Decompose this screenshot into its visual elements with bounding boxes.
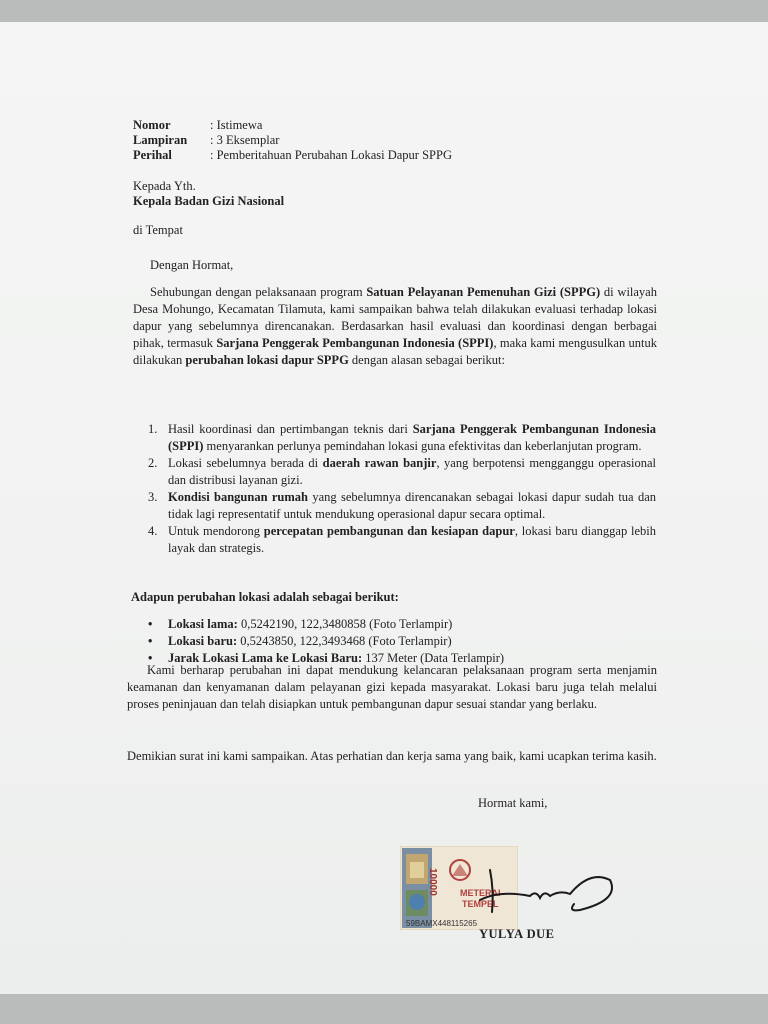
bullet: • <box>148 634 153 648</box>
bold-run: Lokasi lama: <box>168 617 238 631</box>
text-run: 137 Meter (Data Terlampir) <box>362 651 505 665</box>
recipient-place: di Tempat <box>133 223 183 237</box>
recipient-line1: Kepada Yth. <box>133 179 196 193</box>
signatory-name: YULYA DUE <box>479 927 555 941</box>
bold-run: daerah rawan banjir <box>322 456 437 470</box>
text-run: menyarankan perlunya pemindahan lokasi guna efektivitas dan keberlanjutan program. <box>203 438 642 453</box>
item-number: 4. <box>148 524 158 538</box>
text-run: di wilayah Desa Mohungo, Kecamatan Tilamuta, kami sampaikan bahwa telah dilakukan evaluasi terhadap lokasi dapur yang sebelumnya direncanakan. Berdasarkan hasil evaluasi dan koordinasi dengan berbagai pihak, termasuk <box>133 285 657 350</box>
item-number: 3. <box>148 490 158 504</box>
text-run: Hasil koordinasi dan pertimbangan teknis dari <box>168 422 413 436</box>
meta-value: : Istimewa <box>210 118 263 132</box>
location-list <box>148 616 628 667</box>
meta-key: Lampiran <box>133 133 188 147</box>
bold-run: perubahan lokasi dapur SPPG <box>185 353 349 367</box>
list-item <box>148 523 656 556</box>
bold-run: Satuan Pelayanan Pemenuhan Gizi (SPPG) <box>366 285 601 299</box>
stamp-serial: 59BAMX448115265 <box>406 919 478 928</box>
item-number: 2. <box>148 456 158 470</box>
letter-page <box>0 22 768 994</box>
meta-key: Perihal <box>133 148 172 162</box>
bold-run: Kondisi bangunan rumah <box>168 490 308 504</box>
bold-run: Lokasi baru: <box>168 634 238 648</box>
signature-scribble <box>470 860 620 930</box>
bullet: • <box>148 617 153 631</box>
closing-paragraph: Kami berharap perubahan ini dapat mendukung kelancaran pelaksanaan program serta menjamin keamanan dan kenyamanan dalam pelayanan gizi kepada masyarakat. Lokasi baru juga telah melalui proses peninjauan dan telah disiapkan untuk pembangunan dapur sesuai standar yang berlaku. <box>127 663 657 711</box>
meta-perihal <box>133 148 452 163</box>
meta-lampiran <box>133 133 279 148</box>
greeting: Dengan Hormat, <box>150 258 234 272</box>
bold-run: Jarak Lokasi Lama ke Lokasi Baru: <box>168 651 363 665</box>
intro-paragraph <box>133 284 657 369</box>
list-item <box>148 489 656 522</box>
list-item <box>148 455 656 488</box>
changes-heading: Adapun perubahan lokasi adalah sebagai berikut: <box>131 590 399 604</box>
recipient-name: Kepala Badan Gizi Nasional <box>133 194 285 208</box>
text-run: yang sebelumnya direncanakan sebagai lokasi dapur sudah tua dan tidak lagi representatif untuk mendukung operasional dapur secara optimal. <box>168 490 656 521</box>
item-number: 1. <box>148 422 158 436</box>
text-run: Sehubungan dengan pelaksanaan program <box>150 285 367 299</box>
list-item <box>148 421 656 454</box>
text-run: , lokasi baru dianggap lebih layak dan strategis. <box>168 524 656 555</box>
stamp-amount: 10000 <box>427 868 438 896</box>
text-run: Lokasi sebelumnya berada di <box>168 456 323 470</box>
meta-key: Nomor <box>133 118 171 132</box>
bold-run: percepatan pembangunan dan kesiapan dapur <box>263 524 515 538</box>
meta-nomor <box>133 118 262 133</box>
reasons-list <box>148 421 656 557</box>
text-run: , maka kami mengusulkan untuk dilakukan <box>133 336 657 367</box>
bold-run: Sarjana Penggerak Pembangunan Indonesia (SPPI) <box>168 422 656 453</box>
text-run: Untuk mendorong <box>168 524 264 538</box>
text-run: 0,5242190, 122,3480858 (Foto Terlampir) <box>237 617 453 631</box>
meta-value: : Pemberitahuan Perubahan Lokasi Dapur SPPG <box>210 148 452 162</box>
meta-value: : 3 Eksemplar <box>210 133 280 147</box>
thanks-paragraph: Demikian surat ini kami sampaikan. Atas perhatian dan kerja sama yang baik, kami ucapkan terima kasih. <box>127 749 657 763</box>
stamp-line2: TEMPEL <box>462 899 499 909</box>
text-run: 0,5243850, 122,3493468 (Foto Terlampir) <box>237 634 452 648</box>
text-run: dengan alasan sebagai berikut: <box>348 353 505 367</box>
text-run: , yang berpotensi mengganggu operasional dan distribusi layanan gizi. <box>168 456 656 487</box>
bold-run: Sarjana Penggerak Pembangunan Indonesia (SPPI) <box>216 336 494 350</box>
salutation: Hormat kami, <box>478 796 548 810</box>
stamp-line1: METERAI <box>460 888 501 898</box>
list-item <box>148 616 628 633</box>
bullet: • <box>148 651 153 665</box>
list-item <box>148 633 628 650</box>
